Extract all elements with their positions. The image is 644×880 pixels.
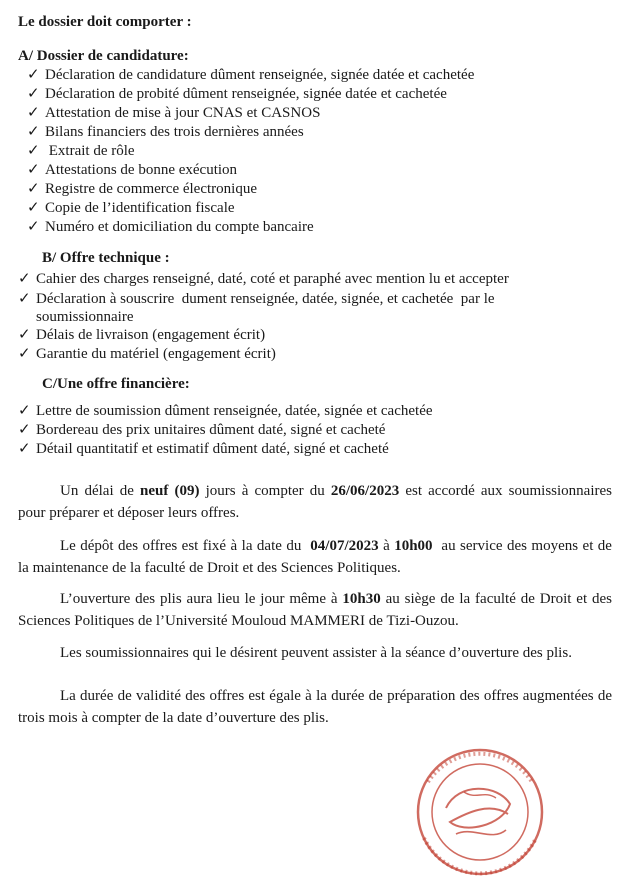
checkmark-icon: ✓ [27, 181, 40, 197]
paragraph-deadline: Un délai de neuf (09) jours à compter du 26/06/2023 est accordé aux soumissionnaires pour préparer et déposer leurs offres. [18, 483, 613, 521]
paragraph-opening: L’ouverture des plis aura lieu le jour même à 10h30 au siège de la faculté de Droit et des Sciences Politiques de l’Université Mouloud MAMMERI de Tizi-Ouzou. [18, 591, 612, 629]
list-item: ✓ Déclaration à souscrire dument renseignée, datée, signée, et cachetée par le [18, 291, 495, 307]
stamp-inner-ring [432, 764, 528, 860]
list-item-continuation: soumissionnaire [36, 309, 134, 325]
list-item: ✓ Lettre de soumission dûment renseignée, datée, signée et cachetée [18, 403, 433, 419]
list-item: ✓ Bordereau des prix unitaires dûment daté, signé et cacheté [18, 422, 386, 438]
list-item: ✓ Délais de livraison (engagement écrit) [18, 327, 266, 343]
checkmark-icon: ✓ [18, 346, 31, 362]
checkmark-icon: ✓ [27, 67, 40, 83]
section-b-title: B/ Offre technique : [42, 250, 170, 266]
checkmark-icon: ✓ [27, 86, 40, 102]
document-heading: Le dossier doit comporter : [18, 14, 192, 30]
section-c-title: C/Une offre financière: [42, 376, 190, 392]
list-item: ✓ Numéro et domiciliation du compte bancaire [27, 219, 314, 235]
paragraph-validity: La durée de validité des offres est égale à la durée de préparation des offres augmentées de trois mois à compter de la date d’ouverture des plis. [18, 688, 612, 726]
list-item: ✓ Registre de commerce électronique [27, 181, 257, 197]
list-item: ✓ Déclaration de candidature dûment renseignée, signée datée et cachetée [27, 67, 475, 83]
paragraph-attendance: Les soumissionnaires qui le désirent peuvent assister à la séance d’ouverture des plis. [60, 645, 572, 661]
checkmark-icon: ✓ [27, 124, 40, 140]
list-item: ✓ Garantie du matériel (engagement écrit) [18, 346, 276, 362]
list-item: ✓ Cahier des charges renseigné, daté, coté et paraphé avec mention lu et accepter [18, 271, 509, 287]
checkmark-icon: ✓ [18, 271, 31, 287]
list-item: ✓ Attestations de bonne exécution [27, 162, 238, 178]
checkmark-icon: ✓ [27, 219, 40, 235]
list-item: ✓ Déclaration de probité dûment renseignée, signée datée et cachetée [27, 86, 447, 102]
official-stamp [398, 742, 562, 876]
list-item: ✓ Copie de l’identification fiscale [27, 200, 235, 216]
checkmark-icon: ✓ [18, 441, 31, 457]
list-item: ✓ Attestation de mise à jour CNAS et CASNOS [27, 105, 321, 121]
paragraph-submission: Le dépôt des offres est fixé à la date du 04/07/2023 à 10h00 au service des moyens et de la maintenance de la faculté de Droit et des Sciences Politiques. [18, 538, 616, 576]
checkmark-icon: ✓ [18, 291, 31, 307]
checkmark-icon: ✓ [27, 105, 40, 121]
list-item: ✓ Bilans financiers des trois dernières années [27, 124, 304, 140]
checkmark-icon: ✓ [27, 162, 40, 178]
checkmark-icon: ✓ [27, 143, 40, 159]
list-item: ✓ Extrait de rôle [27, 143, 135, 159]
section-a-title: A/ Dossier de candidature: [18, 48, 189, 64]
checkmark-icon: ✓ [18, 422, 31, 438]
checkmark-icon: ✓ [18, 403, 31, 419]
checkmark-icon: ✓ [27, 200, 40, 216]
checkmark-icon: ✓ [18, 327, 31, 343]
list-item: ✓ Détail quantitatif et estimatif dûment daté, signé et cacheté [18, 441, 389, 457]
